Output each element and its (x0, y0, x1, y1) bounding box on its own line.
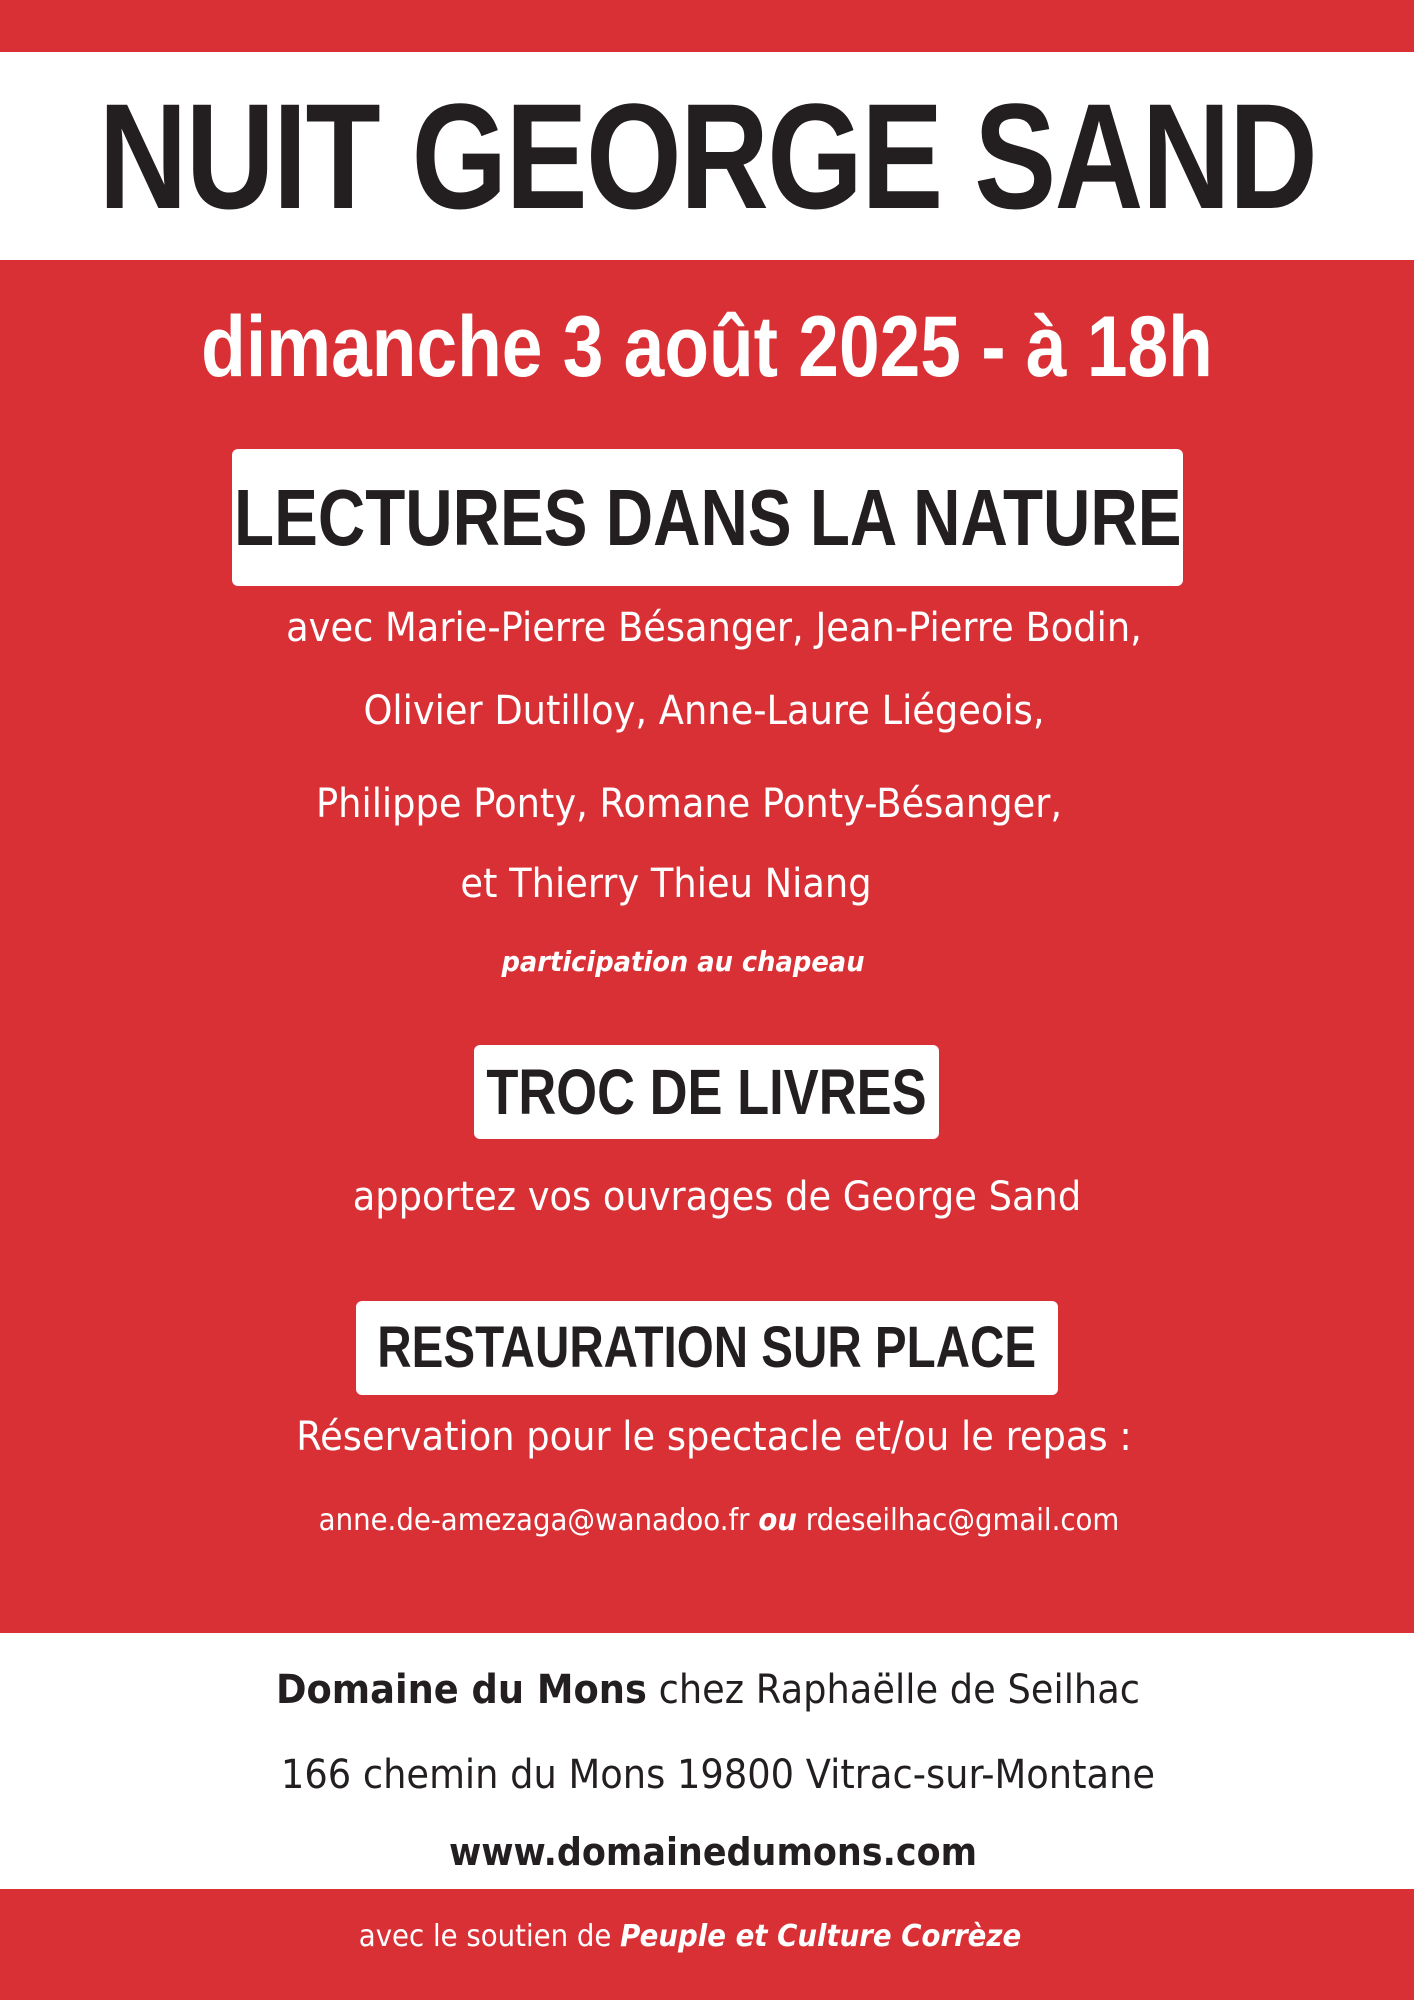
lectures-heading: LECTURES DANS LA NATURE (233, 472, 1182, 562)
reservation-text: Réservation pour le spectacle et/ou le repas : (296, 1414, 1132, 1460)
performers-line-2: Olivier Dutilloy, Anne-Laure Liégeois, (363, 688, 1045, 734)
venue-website[interactable]: www.domainedumons.com (448, 1830, 978, 1874)
support-line (40, 1919, 1341, 1954)
support-org: Peuple et Culture Corrèze (620, 1919, 1022, 1954)
venue-line (58, 1667, 1359, 1713)
email-2[interactable]: rdeseilhac@gmail.com (805, 1503, 1120, 1538)
venue-name: Domaine du Mons (275, 1667, 647, 1713)
lectures-heading-box (232, 449, 1183, 586)
event-date: dimanche 3 août 2025 - à 18h (201, 299, 1213, 395)
support-prefix: avec le soutien de (358, 1919, 612, 1954)
title-band (0, 52, 1414, 260)
restauration-heading-box (356, 1301, 1058, 1395)
venue-host: chez Raphaëlle de Seilhac (658, 1667, 1141, 1713)
performers-line-4: et Thierry Thieu Niang (460, 861, 872, 907)
restauration-heading: RESTAURATION SUR PLACE (377, 1315, 1037, 1380)
venue-address: 166 chemin du Mons 19800 Vitrac-sur-Montane (280, 1752, 1156, 1798)
participation-note: participation au chapeau (501, 945, 865, 978)
performers-line-3: Philippe Ponty, Romane Ponty-Bésanger, (315, 781, 1063, 827)
troc-heading-box (474, 1045, 939, 1139)
troc-text: apportez vos ouvrages de George Sand (352, 1174, 1082, 1220)
email-or: ou (758, 1503, 797, 1538)
performers-line-1: avec Marie-Pierre Bésanger, Jean-Pierre Bodin, (286, 605, 1142, 651)
troc-heading: TROC DE LIVRES (486, 1056, 927, 1128)
event-title: NUIT GEORGE SAND (98, 72, 1316, 240)
reservation-emails (69, 1503, 1370, 1538)
email-1[interactable]: anne.de-amezaga@wanadoo.fr (318, 1503, 750, 1538)
